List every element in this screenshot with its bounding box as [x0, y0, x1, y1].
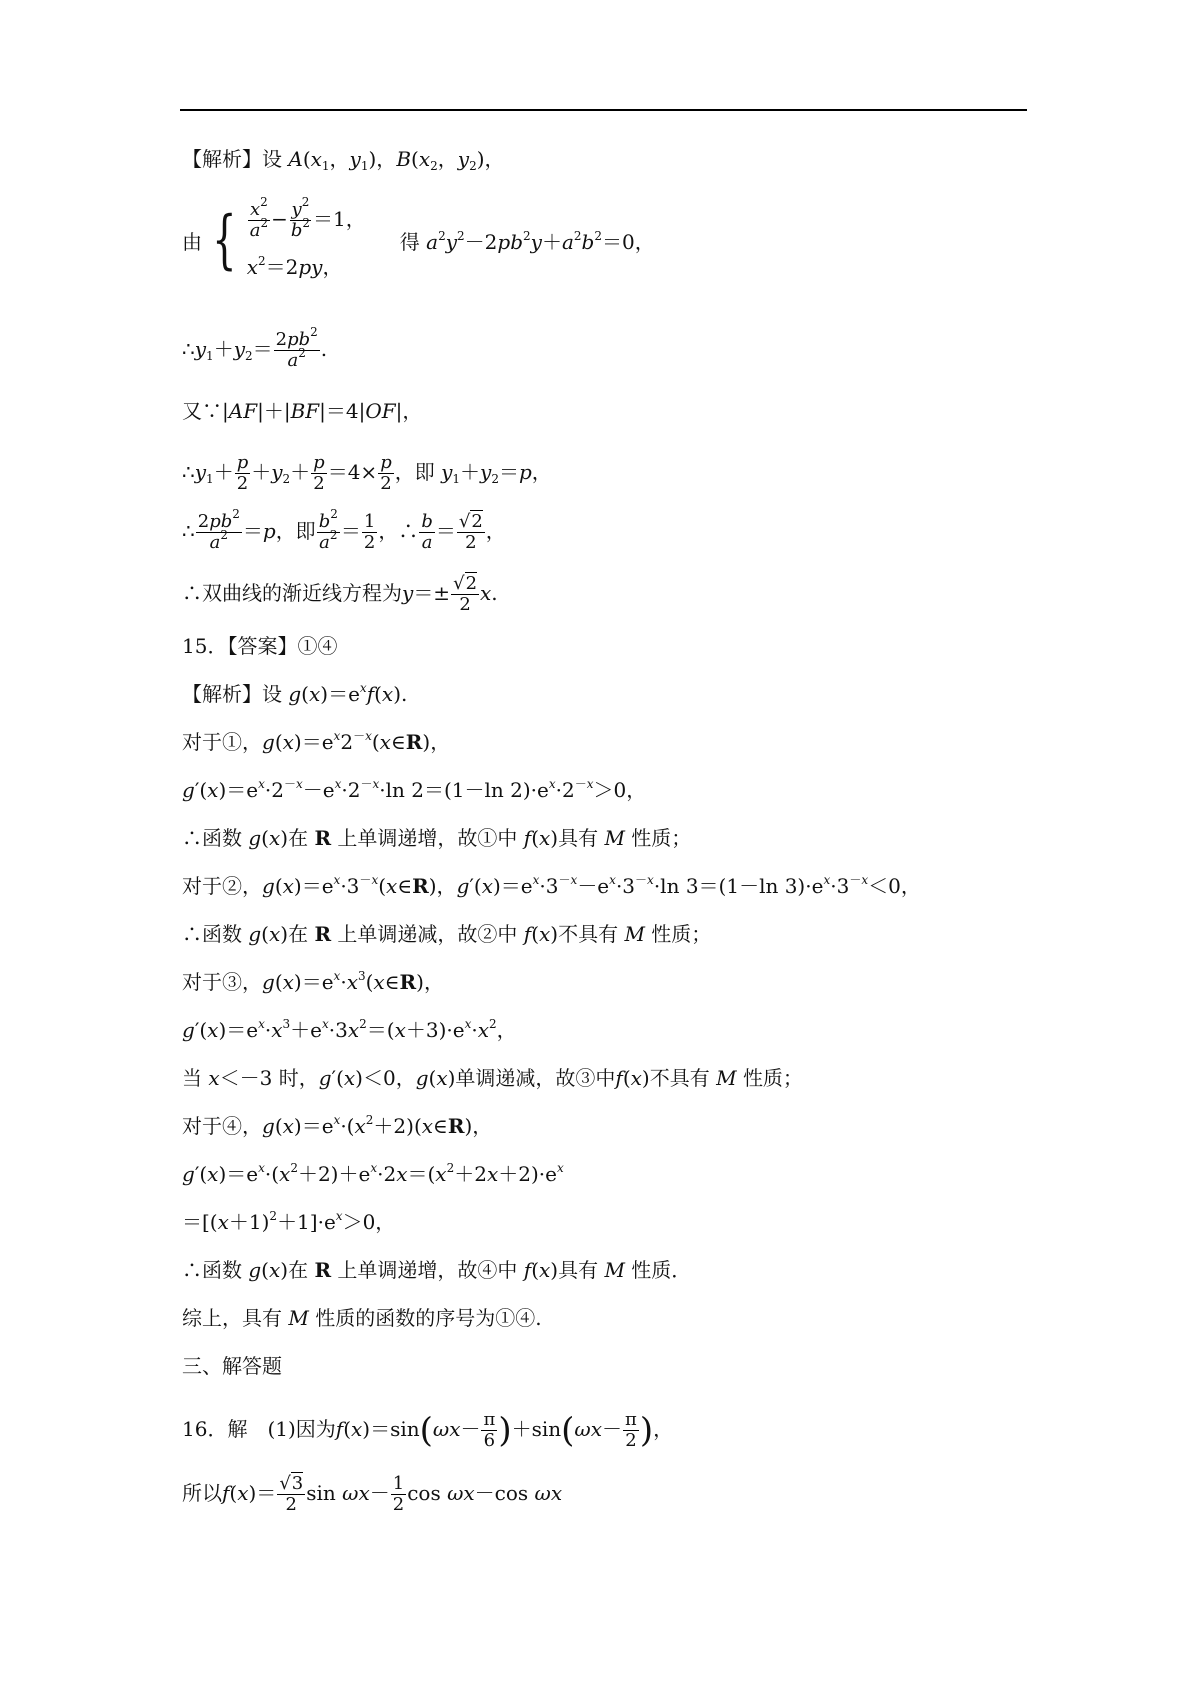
line-case4-simplified: $=[(x+1)^2+1]\cdot e^x>0$，: [182, 1209, 396, 1234]
section-heading: 三、解答题: [182, 1354, 282, 1378]
line-case1-derivative: $g'(x)=e^x\cdot 2^{-x}-e^x\cdot 2^{-x}\cdot\ln$ 2＝(1－ln $2)\cdot e^x\cdot 2^{-x}>0$，: [182, 777, 647, 802]
equation-system: 由 { $\frac{x^2}{a^2}$ − $\frac{y^2}{b^2}$ ＝1， $x^2=2py$， 得 $a^2y^2-2pb^2y+a^2b^2=0$，: [182, 195, 655, 279]
line-case3-derivative: $g'(x)=e^x\cdot x^3+e^x\cdot 3x^2=(x+3)\cdot e^x\cdot x^2$，: [182, 1017, 517, 1042]
line-expand-f: 所以f(x)＝ $\frac{√3}{2}$ sin ωx－ $\frac{1}{2}$ cos ωx－cos ωx: [182, 1473, 563, 1515]
line-case2-conclusion: ∴函数 g(x)在 R 上单调递减，故②中 f(x)不具有 M 性质；: [182, 922, 712, 946]
line-define-g: 【解析】设 $g(x)=e^xf(x)$.: [182, 681, 408, 706]
line-case2: 对于②，$g(x)=e^x\cdot 3^{-x}(x\in R)$，$g'(x)=e^x\cdot 3^{-x}-e^x\cdot 3^{-x}\cdot\ln$ 3＝(1－ln $3)\cdot e^x\cdot 3^{-x}<0$，: [182, 873, 921, 898]
line-case1-conclusion: ∴函数 g(x)在 R 上单调递增，故①中 f(x)具有 M 性质；: [182, 826, 692, 850]
header-rule: [180, 109, 1027, 111]
line-problem-16: 16．解 (1)因为f(x)＝sin(ωx－ $\frac{\pi}{6}$ )＋sin(ωx－ $\frac{\pi}{2}$ )，: [182, 1409, 674, 1451]
line-ratio: ∴ $\frac{2pb^2}{a^2}$ ＝p，即 $\frac{b^2}{a^2}$ ＝ $\frac{1}{2}$ ，∴ $\frac{b}{a}$ ＝ $\frac{√2}{2}$ ，: [182, 507, 506, 553]
line-answer-15: 15．【答案】①④: [182, 634, 338, 658]
line-focal-sum: $\therefore y_1+$ $\frac{p}{2}$ $+y_2+$ $\frac{p}{2}$ ＝4× $\frac{p}{2}$ ，即 $y_1+y_2=p$，: [182, 452, 552, 494]
line-summary: 综上，具有 M 性质的函数的序号为①④.: [182, 1306, 542, 1330]
line-af-bf: 又∵|AF|＋|BF|＝4|OF|，: [182, 399, 423, 423]
line-case4: 对于④，$g(x)=e^x\cdot(x^2+2)(x\in R)$，: [182, 1113, 493, 1138]
line-asymptote: ∴双曲线的渐近线方程为y＝± $\frac{√2}{2}$ x.: [182, 573, 498, 615]
line-case3-conclusion: 当 x＜－3 时，g′(x)＜0，g(x)单调递减，故③中f(x)不具有 M 性质；: [182, 1066, 803, 1090]
line-case3: 对于③，$g(x)=e^x\cdot x^3(x\in R)$，: [182, 969, 444, 994]
line-case4-conclusion: ∴函数 g(x)在 R 上单调递增，故④中 f(x)具有 M 性质．: [182, 1258, 692, 1282]
line-sum-y: $\therefore y_1+y_2=$ $\frac{2pb^2}{a^2}$ .: [182, 325, 328, 371]
line-case4-derivative: $g'(x)=e^x\cdot(x^2+2)+e^x\cdot 2x=(x^2+2x+2)\cdot e^x$: [182, 1161, 564, 1186]
line-case1: 对于①，$g(x)=e^x2^{-x}(x\in R)$，: [182, 729, 451, 754]
line-set-points: 【解析】设 $A(x_1$，$y_1$)，$B(x_2$，$y_2$)，: [182, 147, 505, 173]
